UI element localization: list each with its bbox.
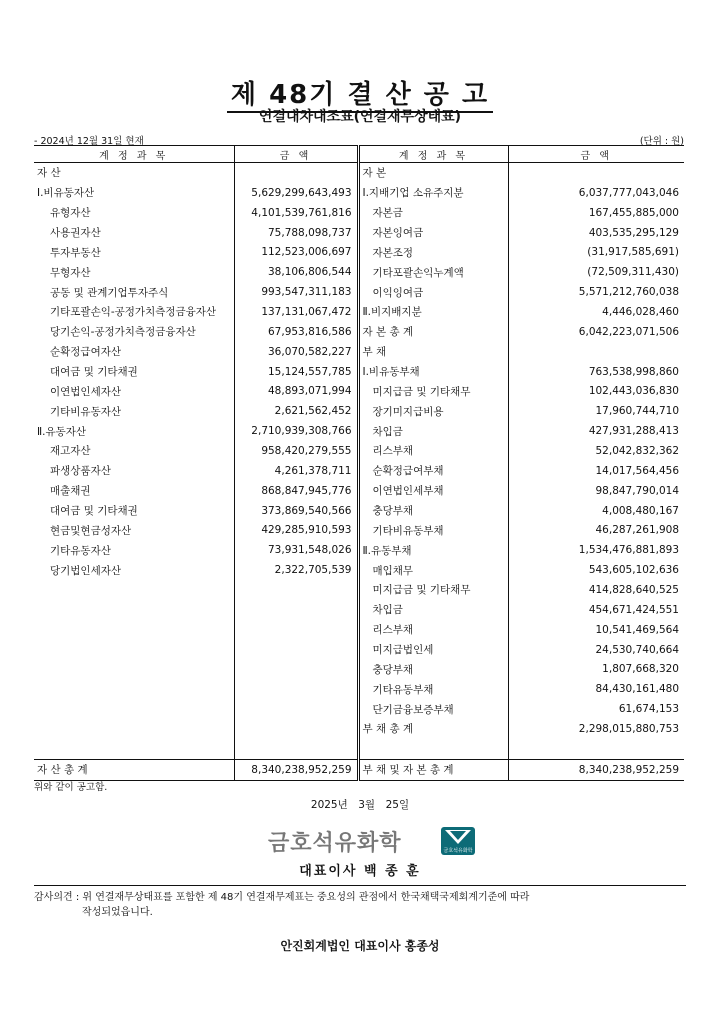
equity-liability-amount: 17,960,744,710 [508, 401, 684, 421]
asset-account: 유형자산 [50, 207, 91, 220]
asset-amount [234, 163, 358, 183]
table-row [34, 381, 684, 401]
equity-liability-account: 부 채 [358, 342, 508, 362]
equity-liability-amount: (31,917,585,691) [508, 242, 684, 262]
asset-account: 대여금 및 기타채권 [50, 366, 138, 379]
audit-opinion-line-2: 작성되었읍니다. [82, 907, 153, 918]
equity-liability-account: 자본금 [358, 203, 508, 223]
unit-label: (단위 : 원) [639, 136, 684, 147]
equity-liability-amount: 4,446,028,460 [508, 302, 684, 322]
equity-liability-account: 차입금 [358, 600, 508, 620]
asset-account [34, 679, 234, 699]
left-amount-header: 금 액 [234, 146, 358, 163]
asset-account: Ⅰ.비유동자산 [37, 187, 95, 200]
equity-liability-account: 자본잉여금 [358, 223, 508, 243]
asset-account: 기타유동자산 [50, 544, 111, 557]
equity-liability-account: 기타유동부채 [358, 679, 508, 699]
audit-opinion-line-1: 감사의견 : 위 연결재무상태표를 포함한 제 48기 연결재무제표는 중요성의 관점에서 한국채택국제회계기준에 따라 [34, 892, 530, 903]
asset-amount: 2,322,705,539 [234, 560, 358, 580]
equity-liability-amount: (72,509,311,430) [508, 262, 684, 282]
equity-liability-account: 자 본 총 계 [358, 322, 508, 342]
ceo-name: 대표이사 백 종 훈 [299, 864, 421, 879]
table-row [34, 600, 684, 620]
asset-account: 당기법인세자산 [50, 564, 122, 577]
equity-liability-amount: 414,828,640,525 [508, 580, 684, 600]
asset-account [34, 739, 234, 759]
auditor-name: 안진회계법인 대표이사 홍종성 [280, 939, 440, 953]
equity-liability-amount: 84,430,161,480 [508, 679, 684, 699]
table-row [34, 759, 684, 780]
equity-liability-account: Ⅱ.비지배지분 [358, 302, 508, 322]
asset-account: 대여금 및 기타채권 [50, 505, 138, 518]
equity-liability-account: 장기미지급비용 [358, 401, 508, 421]
asset-amount [234, 719, 358, 739]
asset-amount: 373,869,540,566 [234, 501, 358, 521]
equity-liability-account: 기타비유동부채 [358, 520, 508, 540]
asset-amount: 4,101,539,761,816 [234, 203, 358, 223]
left-account-header: 계 정 과 목 [34, 146, 234, 163]
divider [34, 885, 686, 886]
table-header-row [34, 146, 684, 163]
asset-account: Ⅱ.유동자산 [37, 425, 87, 438]
equity-liability-account: 미지급금 및 기타채무 [358, 381, 508, 401]
equity-liability-account: 자 본 [358, 163, 508, 183]
equity-liability-amount: 6,042,223,071,506 [508, 322, 684, 342]
equity-liability-amount: 10,541,469,564 [508, 620, 684, 640]
equity-liability-amount: 102,443,036,830 [508, 381, 684, 401]
asset-account [34, 699, 234, 719]
balance-sheet-table [34, 145, 684, 781]
table-row [34, 183, 684, 203]
equity-liability-amount [508, 342, 684, 362]
right-account-header: 계 정 과 목 [358, 146, 508, 163]
asset-amount: 137,131,067,472 [234, 302, 358, 322]
asset-amount [234, 739, 358, 759]
equity-liability-amount: 763,538,998,860 [508, 362, 684, 382]
asset-amount [234, 600, 358, 620]
asset-account: 순확정급여자산 [50, 346, 122, 359]
equity-liability-amount: 8,340,238,952,259 [508, 759, 684, 780]
table-row [34, 739, 684, 759]
equity-liability-amount: 2,298,015,880,753 [508, 719, 684, 739]
equity-liability-account: 단기금융보증부채 [358, 699, 508, 719]
equity-liability-amount: 98,847,790,014 [508, 481, 684, 501]
asset-amount [234, 580, 358, 600]
equity-liability-account: 이연법인세부채 [358, 481, 508, 501]
equity-liability-amount: 427,931,288,413 [508, 421, 684, 441]
equity-liability-amount: 24,530,740,664 [508, 640, 684, 660]
asset-account [34, 659, 234, 679]
table-row [34, 163, 684, 183]
asset-account [34, 600, 234, 620]
asset-account: 매출채권 [50, 485, 91, 498]
asset-account: 이연법인세자산 [50, 385, 122, 398]
asset-account: 파생상품자산 [50, 465, 111, 478]
asset-account: 무형자산 [50, 266, 91, 279]
asset-account: 기타포괄손익-공정가치측정금융자산 [50, 306, 217, 319]
table-row [34, 362, 684, 382]
table-row [34, 520, 684, 540]
equity-liability-account: 충당부채 [358, 659, 508, 679]
asset-account [34, 580, 234, 600]
table-row [34, 699, 684, 719]
notice-title: 제 48기 결 산 공 고 [0, 74, 720, 111]
asset-amount [234, 679, 358, 699]
table-row [34, 342, 684, 362]
table-row [34, 441, 684, 461]
equity-liability-account: 리스부채 [358, 620, 508, 640]
asset-amount: 5,629,299,643,493 [234, 183, 358, 203]
table-row [34, 302, 684, 322]
equity-liability-account: Ⅱ.유동부채 [358, 540, 508, 560]
equity-liability-account: 충당부채 [358, 501, 508, 521]
table-row [34, 560, 684, 580]
asset-amount [234, 699, 358, 719]
equity-liability-amount [508, 163, 684, 183]
emblem-text: 금호석유화학 [443, 848, 473, 854]
company-emblem-icon [441, 827, 475, 855]
equity-liability-account: Ⅰ.비유동부채 [358, 362, 508, 382]
asset-account [34, 719, 234, 739]
asset-amount [234, 620, 358, 640]
equity-liability-amount: 4,008,480,167 [508, 501, 684, 521]
statement-subtitle: 연결대차대조표(연결재무상태표) [258, 109, 462, 125]
equity-liability-account: 자본조정 [358, 242, 508, 262]
asset-account: 투자부동산 [50, 246, 101, 259]
equity-liability-account: 기타포괄손익누계액 [358, 262, 508, 282]
table-row [34, 640, 684, 660]
equity-liability-amount [508, 739, 684, 759]
table-row [34, 659, 684, 679]
table-row [34, 540, 684, 560]
equity-liability-amount: 1,807,668,320 [508, 659, 684, 679]
asset-account: 사용권자산 [50, 227, 101, 239]
table-row [34, 242, 684, 262]
table-row [34, 461, 684, 481]
table-row [34, 421, 684, 441]
equity-liability-account: 매입채무 [358, 560, 508, 580]
asset-account [34, 640, 234, 660]
asset-amount: 2,710,939,308,766 [234, 421, 358, 441]
equity-liability-account: 이익잉여금 [358, 282, 508, 302]
asset-amount: 73,931,548,026 [234, 540, 358, 560]
asset-amount: 75,788,098,737 [234, 223, 358, 243]
table-row [34, 223, 684, 243]
equity-liability-amount: 167,455,885,000 [508, 203, 684, 223]
asset-account: 공동 및 관계기업투자주식 [50, 286, 169, 299]
equity-liability-account: 미지급금 및 기타채무 [358, 580, 508, 600]
asset-amount: 958,420,279,555 [234, 441, 358, 461]
notice-note: 위와 같이 공고함. [34, 782, 108, 793]
asset-amount: 112,523,006,697 [234, 242, 358, 262]
asset-account: 재고자산 [50, 445, 91, 458]
asset-amount [234, 659, 358, 679]
equity-liability-amount: 46,287,261,908 [508, 520, 684, 540]
equity-liability-account: 순확정급여부채 [358, 461, 508, 481]
asset-amount: 868,847,945,776 [234, 481, 358, 501]
asset-amount: 8,340,238,952,259 [234, 759, 358, 780]
equity-liability-amount: 61,674,153 [508, 699, 684, 719]
equity-liability-amount: 14,017,564,456 [508, 461, 684, 481]
equity-liability-account: Ⅰ.지배기업 소유주지분 [358, 183, 508, 203]
company-logo: 금호석유화학 [268, 831, 402, 856]
equity-liability-account: 부 채 총 계 [358, 719, 508, 739]
equity-liability-amount: 403,535,295,129 [508, 223, 684, 243]
equity-liability-amount: 1,534,476,881,893 [508, 540, 684, 560]
equity-liability-account: 리스부채 [358, 441, 508, 461]
table-row [34, 203, 684, 223]
table-row [34, 501, 684, 521]
asset-amount: 15,124,557,785 [234, 362, 358, 382]
balance-sheet-body [34, 163, 684, 781]
table-row [34, 401, 684, 421]
table-row [34, 282, 684, 302]
asset-amount: 67,953,816,586 [234, 322, 358, 342]
asset-amount: 993,547,311,183 [234, 282, 358, 302]
asset-amount [234, 640, 358, 660]
asset-amount: 38,106,806,544 [234, 262, 358, 282]
table-row [34, 620, 684, 640]
asset-amount: 2,621,562,452 [234, 401, 358, 421]
equity-liability-account: 부 채 및 자 본 총 계 [358, 759, 508, 780]
equity-liability-amount: 52,042,832,362 [508, 441, 684, 461]
audit-opinion [34, 890, 674, 920]
table-row [34, 580, 684, 600]
table-row [34, 322, 684, 342]
asset-account: 현금및현금성자산 [50, 524, 132, 537]
asset-amount: 48,893,071,994 [234, 381, 358, 401]
table-row [34, 719, 684, 739]
notice-date: 2025년 3월 25일 [310, 799, 410, 811]
asset-amount: 4,261,378,711 [234, 461, 358, 481]
asset-account [34, 620, 234, 640]
equity-liability-amount: 454,671,424,551 [508, 600, 684, 620]
table-row [34, 679, 684, 699]
asset-amount: 429,285,910,593 [234, 520, 358, 540]
asset-account: 자 산 총 계 [34, 759, 234, 780]
equity-liability-amount: 5,571,212,760,038 [508, 282, 684, 302]
asset-account: 당기손익-공정가치측정금융자산 [50, 326, 196, 339]
report-date: - 2024년 12월 31일 현재 [34, 136, 144, 147]
equity-liability-account: 차입금 [358, 421, 508, 441]
asset-amount: 36,070,582,227 [234, 342, 358, 362]
equity-liability-amount: 6,037,777,043,046 [508, 183, 684, 203]
table-row [34, 262, 684, 282]
equity-liability-account [358, 739, 508, 759]
table-row [34, 481, 684, 501]
right-amount-header: 금 액 [508, 146, 684, 163]
equity-liability-account: 미지급법인세 [358, 640, 508, 660]
equity-liability-amount: 543,605,102,636 [508, 560, 684, 580]
asset-account: 자 산 [37, 167, 61, 180]
asset-account: 기타비유동자산 [50, 405, 122, 418]
